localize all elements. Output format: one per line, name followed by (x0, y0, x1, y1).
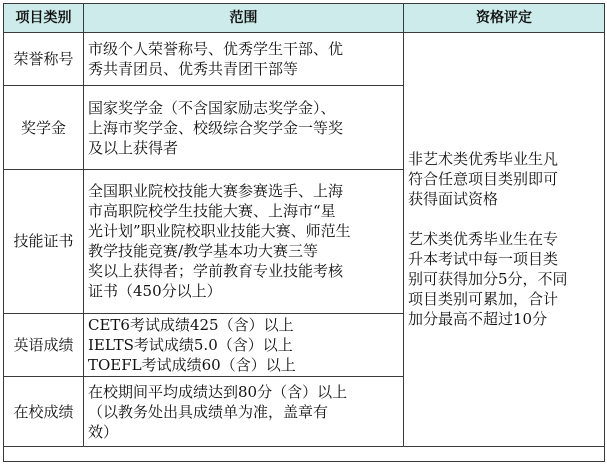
category-cell: 在校成绩 (4, 377, 84, 446)
evaluation-paragraph-1 (408, 149, 600, 209)
scope-line: 上海市奖学金、校级综合奖学金一等奖 (88, 118, 344, 137)
evaluation-line: 别可获得加分5分，不同 (408, 270, 568, 289)
scope-line: IELTS考试成绩5.0（含）以上 (88, 336, 293, 355)
table-row (4, 33, 605, 86)
category-cell: 荣誉称号 (4, 33, 84, 86)
scope-line: 市级个人荣誉称号、优秀学生干部、优 (88, 40, 344, 59)
scope-line: 秀共青团员、优秀共青团干部等 (88, 60, 299, 79)
scope-line: 全国职业院校技能大赛参赛选手、上海 (88, 182, 344, 201)
scope-line: 及以上获得者 (88, 138, 179, 157)
category-cell: 技能证书 (4, 169, 84, 313)
evaluation-line: 非艺术类优秀毕业生凡 (408, 150, 559, 169)
scope-cell (84, 169, 404, 313)
scope-line: CET6考试成绩425（含）以上 (88, 316, 294, 335)
header-evaluation: 资格评定 (404, 4, 605, 33)
criteria-table (3, 3, 605, 462)
empty-cell (4, 446, 605, 461)
header-row (4, 4, 605, 33)
scope-line: 市高职院校学生技能大赛、上海市“星 (88, 202, 336, 221)
category-cell: 英语成绩 (4, 313, 84, 376)
scope-line: 在校期间平均成绩达到80分（含）以上 (88, 382, 348, 401)
scope-line: TOEFL考试成绩60（含）以上 (88, 356, 296, 375)
evaluation-line: 加分最高不超过10分 (408, 310, 548, 329)
scope-line: 光计划”职业院校职业技能大赛、师范生 (88, 222, 351, 241)
scope-line: （以教务处出具成绩单为准，盖章有 (88, 402, 329, 421)
header-category: 项目类别 (4, 4, 84, 33)
header-scope: 范围 (84, 4, 404, 33)
scope-cell (84, 377, 404, 446)
scope-line: 国家奖学金（不含国家励志奖学金）、 (88, 98, 336, 117)
scope-cell (84, 313, 404, 376)
evaluation-line: 符合任意项目类别即可 (408, 170, 559, 189)
evaluation-line: 获得面试资格 (408, 190, 499, 209)
scope-cell (84, 86, 404, 170)
scope-line: 证书（450分以上） (88, 282, 222, 301)
evaluation-line: 升本考试中每一项目类 (408, 250, 559, 269)
evaluation-line: 艺术类优秀毕业生在专 (408, 230, 559, 249)
evaluation-line: 项目类别可累加，合计 (408, 290, 559, 309)
scope-line: 效） (88, 422, 119, 441)
scope-cell (84, 33, 404, 86)
scope-line: 奖以上获得者；学前教育专业技能考核 (88, 262, 344, 281)
evaluation-cell (404, 33, 605, 447)
evaluation-paragraph-2 (408, 229, 600, 329)
table-row-empty (4, 446, 605, 461)
category-cell: 奖学金 (4, 86, 84, 170)
scope-line: 教学技能竞赛/教学基本功大赛三等 (88, 242, 319, 261)
